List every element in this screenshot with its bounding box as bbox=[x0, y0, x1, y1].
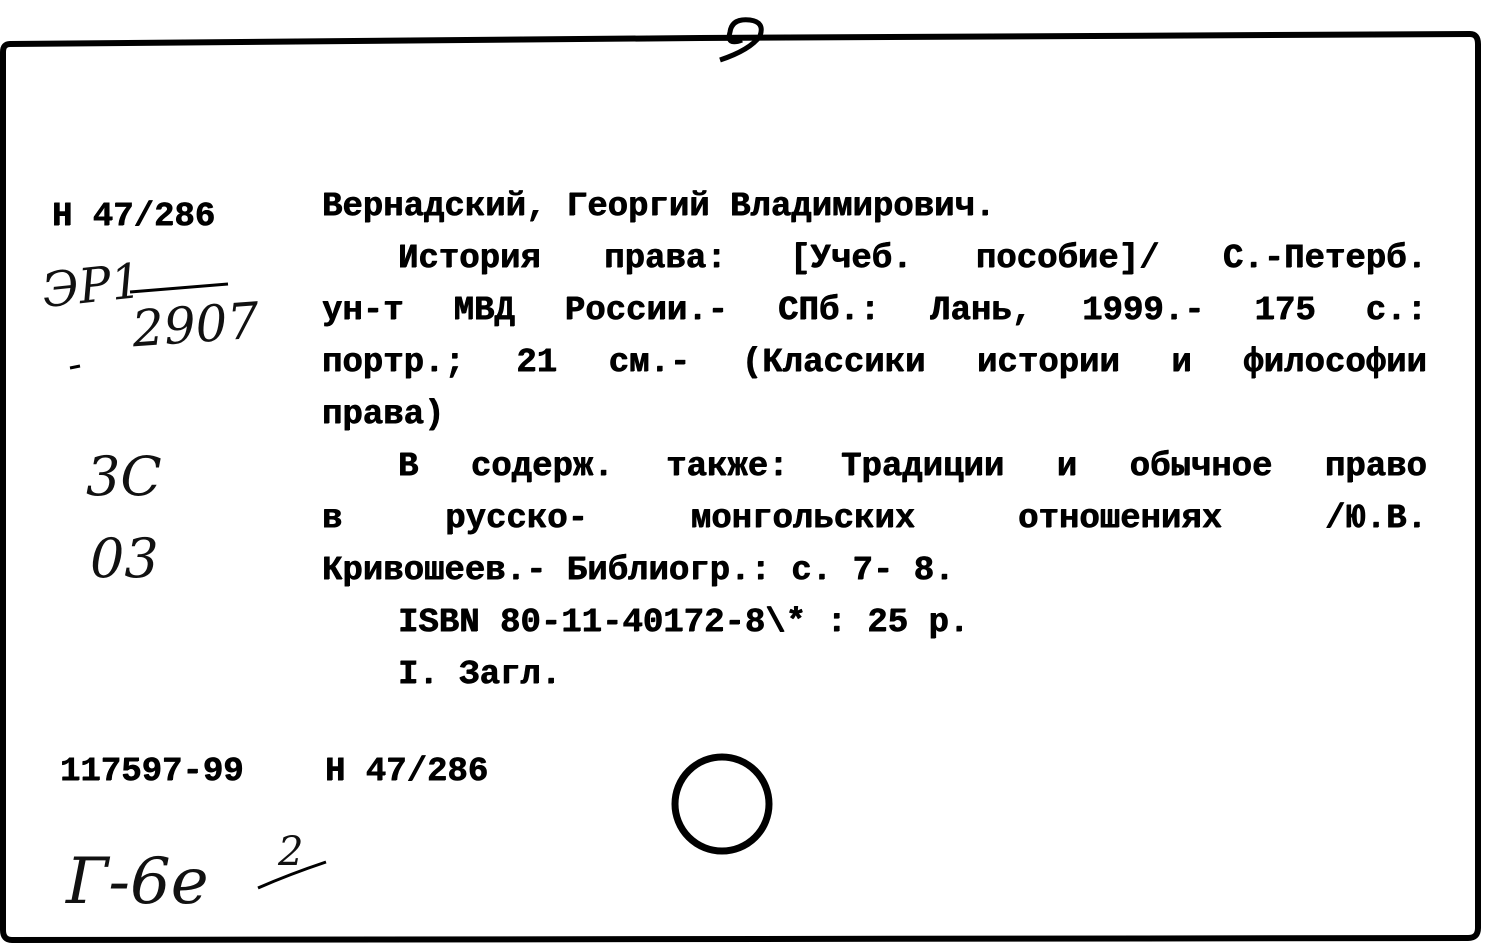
inventory-number: 117597-99 bbox=[60, 753, 244, 791]
card-word: право bbox=[1324, 448, 1427, 486]
card-word: с. bbox=[791, 552, 853, 590]
card-word: и bbox=[1056, 448, 1078, 486]
card-word: портр.; bbox=[322, 344, 465, 382]
card-word: обычное bbox=[1129, 448, 1273, 486]
handwritten-code-top: ЭР1 bbox=[39, 252, 145, 320]
card-word: Кривошеев.- bbox=[322, 552, 567, 590]
handwritten-footer-superscript: 2 bbox=[278, 829, 304, 875]
card-word: Владимирович. bbox=[730, 188, 996, 226]
card-word: I. bbox=[398, 656, 460, 694]
card-word: 21 bbox=[516, 344, 558, 382]
card-word: см.- bbox=[608, 344, 691, 382]
card-word: [Учеб. bbox=[790, 240, 913, 278]
card-word: СПб.: bbox=[778, 292, 881, 330]
card-word: 8. bbox=[913, 552, 955, 590]
shelf-mark-top: Н 47/286 bbox=[52, 198, 216, 236]
card-word: Вернадский, bbox=[322, 188, 567, 226]
handwritten-footer-mark: Г-6е bbox=[66, 845, 209, 919]
card-word: История bbox=[398, 240, 541, 278]
card-word: 80-11-40172-8\* bbox=[500, 604, 827, 642]
card-word: России.- bbox=[564, 292, 729, 330]
card-word: 25 bbox=[867, 604, 929, 642]
card-word: с.: bbox=[1365, 292, 1427, 330]
card-word: права: bbox=[604, 240, 727, 278]
card-word: С.-Петерб. bbox=[1222, 240, 1427, 278]
card-word: ISBN bbox=[398, 604, 501, 642]
card-word: права) bbox=[322, 396, 445, 434]
card-word: /Ю.В. bbox=[1324, 500, 1427, 538]
card-word: В bbox=[398, 448, 419, 486]
card-word: Георгий bbox=[566, 188, 731, 226]
card-word: русско- bbox=[445, 500, 589, 538]
card-word: : bbox=[826, 604, 868, 642]
card-word: МВД bbox=[453, 292, 515, 330]
handwritten-code-number: 2907 bbox=[130, 291, 262, 359]
card-word: в bbox=[322, 500, 343, 538]
card-word: пособие]/ bbox=[975, 240, 1160, 278]
shelf-mark-footer: Н 47/286 bbox=[325, 753, 489, 791]
card-word: Загл. bbox=[459, 656, 562, 694]
card-word: и bbox=[1171, 344, 1192, 382]
card-word: Лань, bbox=[930, 292, 1033, 330]
card-word: содерж. bbox=[470, 448, 614, 486]
card-word: истории bbox=[977, 344, 1120, 382]
handwritten-subject-2: 03 bbox=[90, 527, 159, 590]
card-word: ун-т bbox=[322, 292, 404, 330]
card-word: также: bbox=[666, 448, 789, 486]
card-word: философии bbox=[1243, 344, 1427, 382]
card-word: Традиции bbox=[841, 448, 1005, 486]
handwritten-subject-1: 3С bbox=[86, 445, 162, 508]
card-word: 1999.- bbox=[1082, 292, 1205, 330]
card-word: (Классики bbox=[741, 344, 926, 382]
card-word: р. bbox=[928, 604, 970, 642]
card-word: отношениях bbox=[1018, 500, 1223, 538]
card-word: монгольских bbox=[690, 500, 916, 538]
card-word: Библиогр.: bbox=[566, 552, 792, 590]
card-word: 175 bbox=[1254, 292, 1316, 330]
card-word: 7- bbox=[852, 552, 914, 590]
